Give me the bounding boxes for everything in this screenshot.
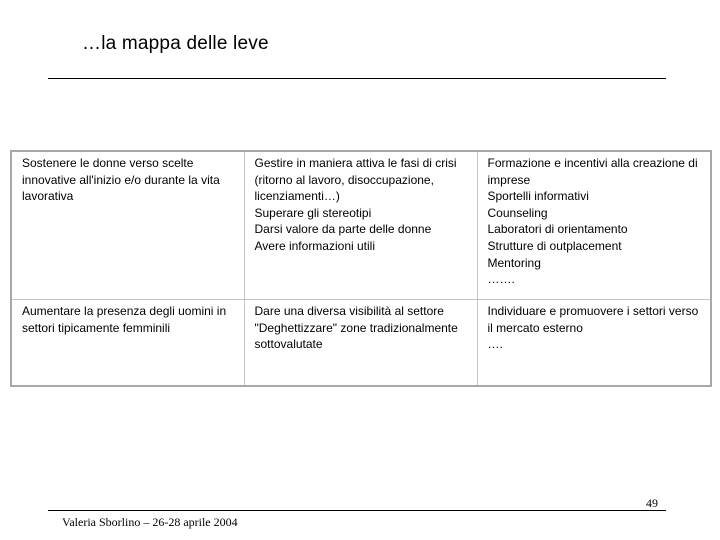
cell-line: Formazione e incentivi alla creazione di imprese [487,156,698,187]
cell-line: Darsi valore da parte delle donne [254,222,432,237]
table-cell-actions [244,151,477,300]
page-number: 49 [646,496,658,510]
title-divider [48,78,666,79]
cell-line: Laboratori di orientamento [487,222,628,237]
cell-line: Superare gli stereotipi [254,205,372,220]
cell-line: Strutture di outplacement [487,238,622,253]
cell-line: Gestire in maniera attiva le fasi di crisi (ritorno al lavoro, disoccupazione, licenziamenti…) [254,156,457,204]
cell-line: Mentoring [487,255,541,270]
footer-text: Valeria Sborlino – 26-28 aprile 2004 [62,515,238,529]
footer-divider [48,510,666,511]
cell-line: Counseling [487,205,548,220]
table-cell-actions [244,300,477,387]
table-cell-objective [11,151,244,300]
cell-line: Sostenere le donne verso scelte innovative all'inizio e/o durante la vita lavorativa [22,156,220,204]
cell-line: ……. [487,272,515,287]
cell-line: Aumentare la presenza degli uomini in settori tipicamente femminili [22,304,227,335]
cell-line: Individuare e promuovere i settori verso il mercato esterno [487,304,699,335]
cell-line: Avere informazioni utili [254,238,375,253]
table-row [11,300,711,387]
table-cell-tools [477,300,711,387]
table-cell-objective [11,300,244,387]
cell-line: Dare una diversa visibilità al settore [254,304,444,318]
table-row [11,151,711,300]
table-cell-tools [477,151,711,300]
cell-line: "Deghettizzare" zone tradizionalmente sottovalutate [254,320,458,352]
slide-title: …la mappa delle leve [82,33,269,54]
cell-line: …. [487,337,503,352]
levers-table [10,150,712,387]
cell-line: Sportelli informativi [487,189,589,204]
